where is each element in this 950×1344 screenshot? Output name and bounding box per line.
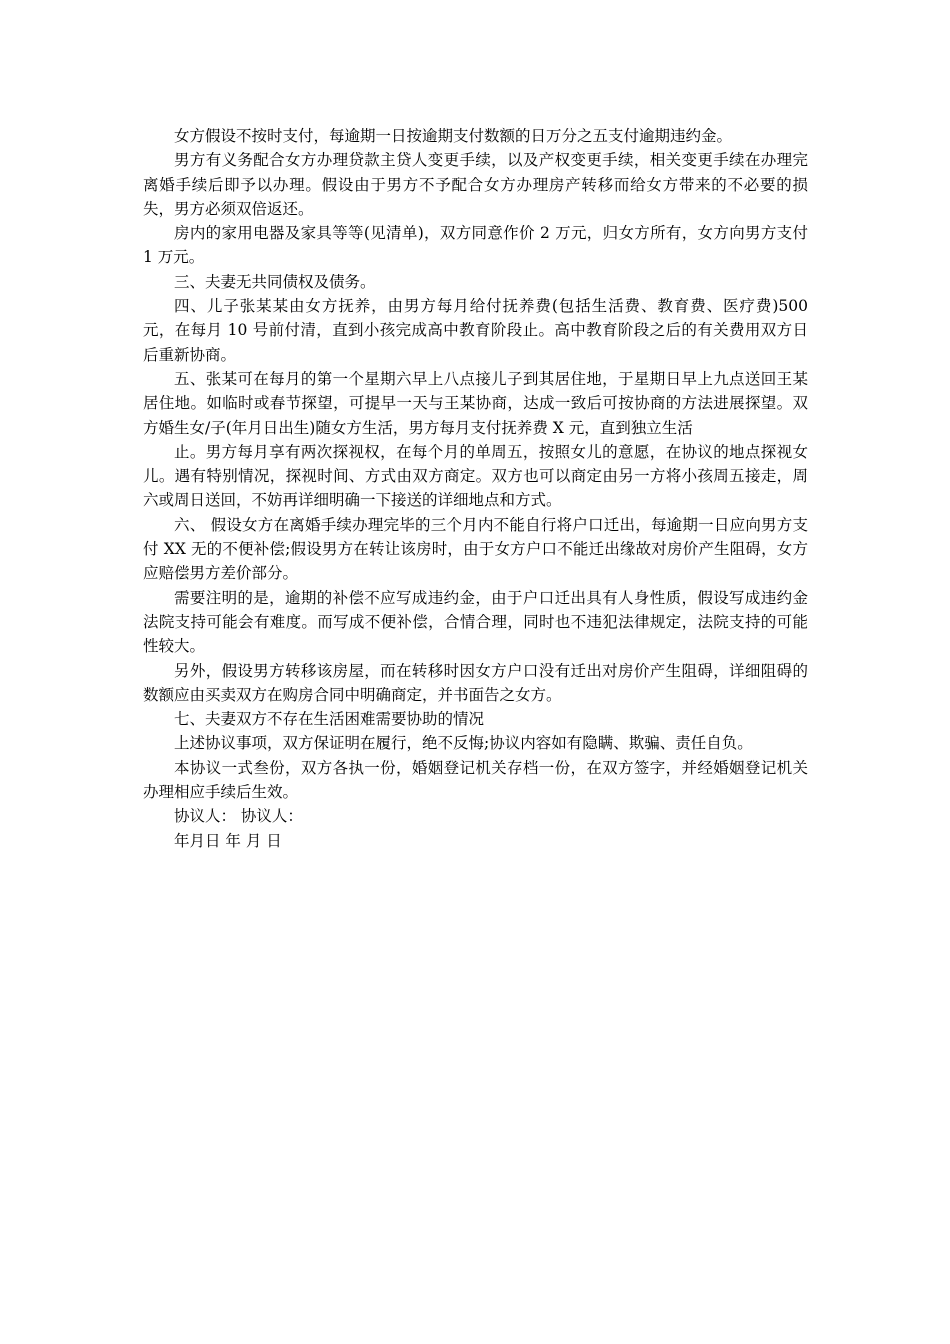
paragraph-household-registration: 六、 假设女方在离婚手续办理完毕的三个月内不能自行将户口迁出，每逾期一日应向男方支付 XX 无的不便补偿;假设男方在转让该房时，由于女方户口不能迁出缘故对房价产生阻碍，女方应赔偿男方差价部分。 bbox=[143, 515, 808, 583]
date-line: 年月日 年 月 日 bbox=[174, 831, 282, 850]
paragraph-loan-transfer: 男方有义务配合女方办理贷款主贷人变更手续，以及产权变更手续，相关变更手续在办理完离婚手续后即予以办理。假设由于男方不予配合女方办理房产转移而给女方带来的不必要的损失，男方必须双倍返还。 bbox=[143, 151, 808, 218]
paragraph-no-hardship: 七、夫妻双方不存在生活困难需要协助的情况 bbox=[174, 710, 485, 729]
signature-line: 协议人： 协议人： bbox=[174, 807, 303, 826]
paragraph-appliances: 房内的家用电器及家具等等(见清单)，双方同意作价 2 万元，归女方所有，女方向男方支付 1 万元。 bbox=[143, 224, 808, 267]
paragraph-compensation-note: 需要注明的是，逾期的补偿不应写成违约金，由于户口迁出具有人身性质，假设写成违约金法院支持可能会有难度。而写成不便补偿，合情合理，同时也不违犯法律规定，法院支持的可能性较大。 bbox=[143, 588, 808, 656]
paragraph-house-transfer: 另外，假设男方转移该房屋，而在转移时因女方户口没有迁出对房价产生阻碍，详细阻碍的数额应由买卖双方在购房合同中明确商定，并书面告之女方。 bbox=[143, 661, 808, 704]
paragraph-copies: 本协议一式叁份，双方各执一份，婚姻登记机关存档一份，在双方签字，并经婚姻登记机关办理相应手续后生效。 bbox=[143, 758, 808, 802]
paragraph-guarantee: 上述协议事项，双方保证明在履行，绝不反悔;协议内容如有隐瞒、欺骗、责任自负。 bbox=[174, 734, 753, 753]
paragraph-child-support: 四、儿子张某某由女方抚养，由男方每月给付抚养费(包括生活费、教育费、医疗费)500 元，在每月 10 号前付清，直到小孩完成高中教育阶段止。高中教育阶段之后的有关费用双方日后重新协商。 bbox=[143, 297, 808, 364]
paragraph-visitation-continued: 止。男方每月享有两次探视权，在每个月的单周五，按照女儿的意愿，在协议的地点探视女儿。遇有特别情况，探视时间、方式由双方商定。双方也可以商定由另一方将小孩周五接走，周六或周日送回，不妨再详细明确一下接送的详细地点和方式。 bbox=[143, 442, 808, 510]
paragraph-late-payment: 女方假设不按时支付，每逾期一日按逾期支付数额的日万分之五支付逾期违约金。 bbox=[174, 127, 733, 145]
paragraph-no-debts: 三、夫妻无共同债权及债务。 bbox=[174, 272, 376, 291]
paragraph-visitation: 五、张某可在每月的第一个星期六早上八点接儿子到其居住地，于星期日早上九点送回王某居住地。如临时或春节探望，可提早一天与王某协商，达成一致后可按协商的方法进展探望。双方婚生女/子(年月日出生)随女方生活，男方每月支付抚养费 X 元，直到独立生活 bbox=[143, 369, 808, 437]
document-page bbox=[143, 124, 808, 853]
